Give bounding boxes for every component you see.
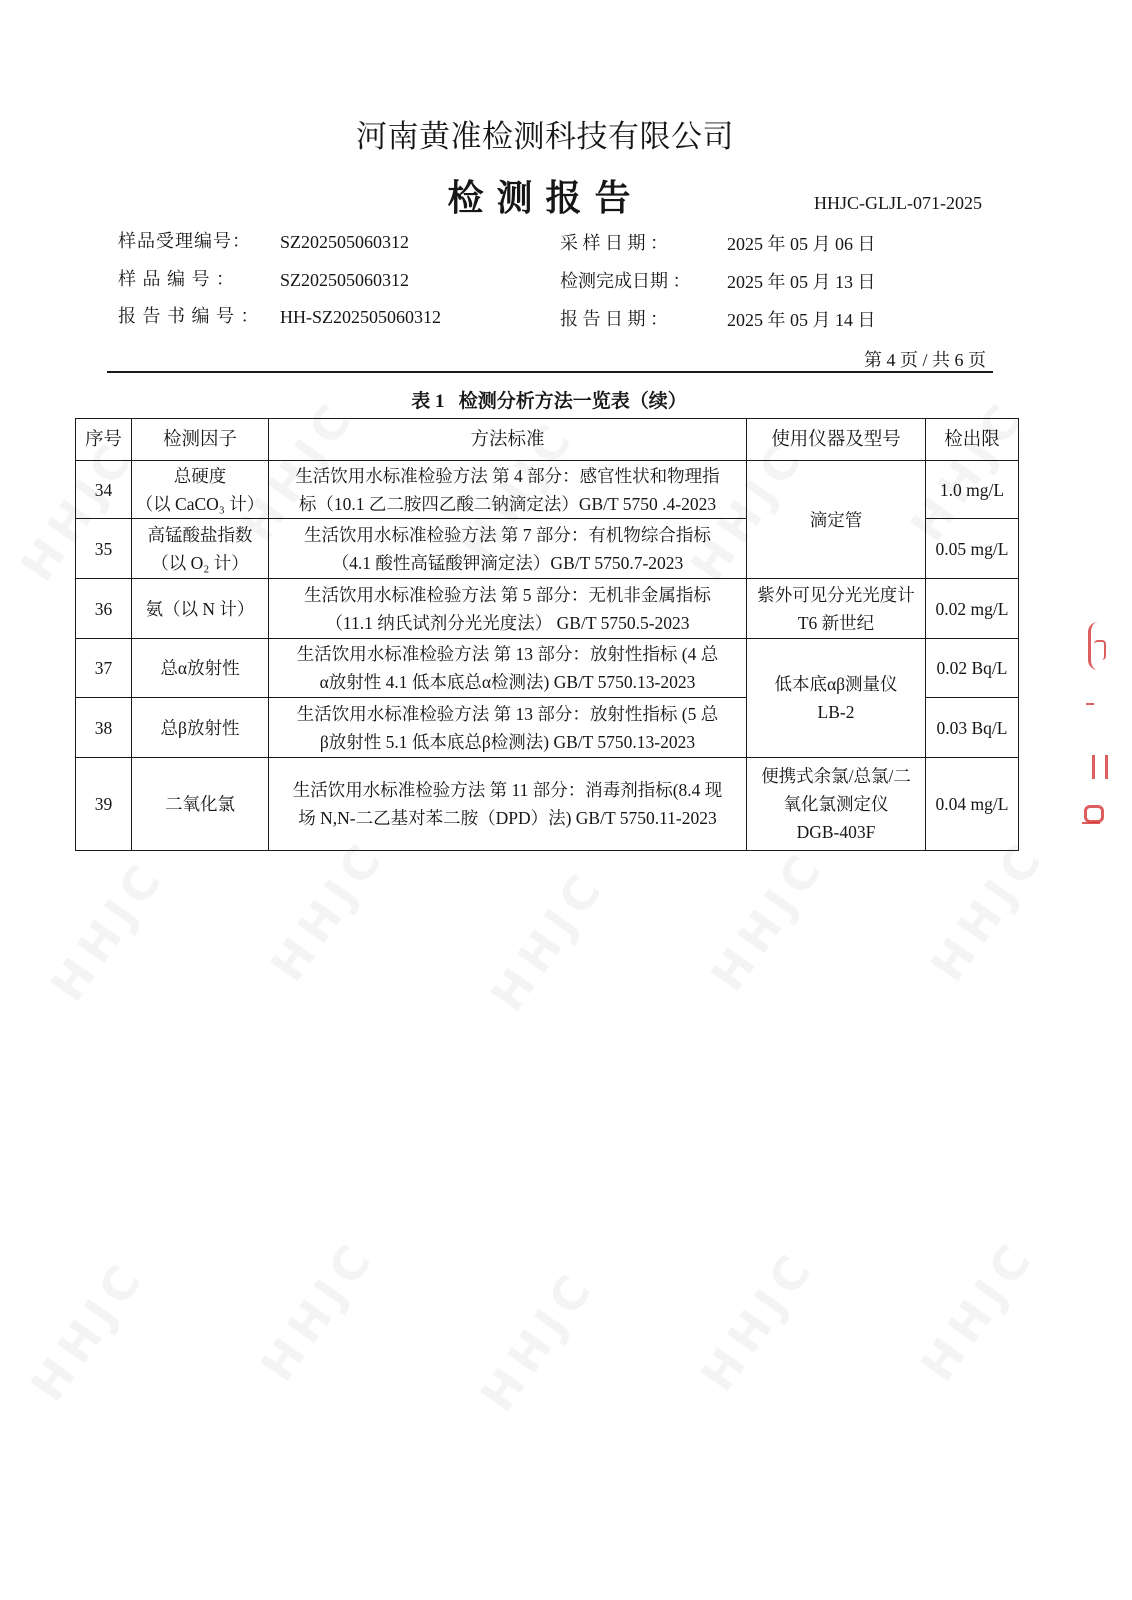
company-name: 河南黄准检测科技有限公司 (356, 119, 734, 154)
row-instrument (747, 758, 926, 851)
method-line: （4.1 酸性高锰酸钾滴定法）GB/T 5750.7-2023 (331, 552, 684, 573)
row-factor (132, 758, 269, 851)
sample-no-label: 样 品 编 号 ： (118, 269, 235, 289)
row-limit: 0.03 Bq/L (926, 698, 1019, 758)
row-factor (132, 519, 269, 579)
method-line: 标（10.1 乙二胺四乙酸二钠滴定法）GB/T 5750 .4-2023 (298, 493, 717, 514)
factor-line: 总β放射性 (160, 717, 240, 738)
factor-line: 高锰酸盐指数 (147, 524, 253, 545)
test-complete-date-label: 检测完成日期 ： (560, 271, 691, 291)
row-index: 34 (76, 461, 132, 519)
table-row (76, 579, 1019, 639)
watermark (250, 1229, 386, 1391)
report-date-label: 报 告 日 期 ： (560, 309, 668, 329)
report-date-value: 2025 年 05 月 14 日 (727, 310, 876, 330)
row-index: 37 (76, 639, 132, 698)
row-method (269, 519, 747, 579)
report-no-value: HH-SZ202505060312 (280, 307, 441, 327)
method-line: 生活饮用水标准检验方法 第 5 部分：无机非金属指标 (304, 584, 711, 605)
table-row (76, 639, 1019, 698)
methods-table (75, 418, 1019, 851)
table-row (76, 758, 1019, 851)
col-header-instrument: 使用仪器及型号 (747, 419, 926, 461)
instrument-line: LB-2 (817, 702, 855, 722)
watermark (690, 1239, 826, 1401)
row-limit: 0.04 mg/L (926, 758, 1019, 851)
instrument-line: 低本底αβ测量仪 (774, 674, 898, 694)
instrument-line: 氧化氯测定仪 (783, 794, 889, 814)
method-line: 生活饮用水标准检验方法 第 13 部分：放射性指标 (5 总 (296, 703, 719, 724)
row-index: 38 (76, 698, 132, 758)
row-instrument (747, 639, 926, 758)
page-indicator: 第 4 页 / 共 6 页 (863, 350, 986, 370)
watermark (260, 829, 396, 991)
report-no-label: 报 告 书 编 号 ： (118, 306, 260, 326)
instrument-line: 便携式余氯/总氯/二 (761, 766, 911, 786)
header-divider (107, 371, 993, 373)
factor-line: （以 CaCO₃ 计） (135, 493, 265, 514)
row-instrument (747, 579, 926, 639)
method-line: 生活饮用水标准检验方法 第 11 部分：消毒剂指标(8.4 现 (292, 780, 723, 800)
method-line: 生活饮用水标准检验方法 第 7 部分：有机物综合指标 (304, 524, 711, 545)
method-line: 生活饮用水标准检验方法 第 4 部分：感官性状和物理指 (295, 465, 720, 486)
watermark (20, 1249, 156, 1411)
watermark (480, 859, 616, 1021)
col-header-index: 序号 (76, 419, 132, 461)
row-factor (132, 461, 269, 519)
row-method (269, 639, 747, 698)
row-factor (132, 639, 269, 698)
row-method (269, 758, 747, 851)
factor-line: （以 O₂ 计） (151, 552, 249, 573)
sample-accept-no-label: 样品受理编号： (118, 231, 251, 251)
row-factor (132, 698, 269, 758)
table-row (76, 461, 1019, 519)
watermark (470, 1259, 606, 1421)
sample-no-value: SZ202505060312 (280, 270, 410, 290)
sampling-date-label: 采 样 日 期 ： (560, 233, 668, 253)
factor-line: 氨（以 N 计） (145, 598, 255, 619)
factor-line: 二氧化氯 (165, 794, 235, 814)
watermark (920, 829, 1056, 991)
row-index: 35 (76, 519, 132, 579)
watermark (700, 839, 836, 1001)
table-caption: 表 1 检测分析方法一览表（续） (411, 391, 687, 412)
col-header-factor: 检测因子 (132, 419, 269, 461)
row-limit: 0.02 mg/L (926, 579, 1019, 639)
instrument-line: DGB-403F (796, 822, 876, 842)
row-factor (132, 579, 269, 639)
document-code: HHJC-GLJL-071-2025 (814, 193, 982, 213)
method-line: β放射性 5.1 低本底总β检测法) GB/T 5750.13-2023 (319, 731, 696, 752)
row-limit: 1.0 mg/L (926, 461, 1019, 519)
table-header-row (76, 419, 1019, 461)
row-index: 39 (76, 758, 132, 851)
row-method (269, 579, 747, 639)
method-line: 场 N,N-二乙基对苯二胺（DPD）法) GB/T 5750.11-2023 (298, 808, 717, 828)
row-instrument (747, 461, 926, 579)
factor-line: 总α放射性 (160, 658, 240, 678)
row-method (269, 461, 747, 519)
row-method (269, 698, 747, 758)
test-complete-date-value: 2025 年 05 月 13 日 (727, 272, 876, 292)
instrument-line: T6 新世纪 (797, 612, 875, 633)
watermark (40, 849, 176, 1011)
factor-line: 总硬度 (173, 465, 227, 486)
col-header-method: 方法标准 (269, 419, 747, 461)
instrument-line: 滴定管 (809, 509, 863, 530)
row-limit: 0.05 mg/L (926, 519, 1019, 579)
sampling-date-value: 2025 年 05 月 06 日 (727, 234, 876, 254)
method-line: （11.1 纳氏试剂分光光度法） GB/T 5750.5-2023 (325, 612, 690, 633)
method-line: α放射性 4.1 低本底总α检测法) GB/T 5750.13-2023 (319, 672, 696, 692)
instrument-line: 紫外可见分光光度计 (757, 584, 915, 605)
sample-accept-no-value: SZ202505060312 (280, 232, 410, 252)
row-limit: 0.02 Bq/L (926, 639, 1019, 698)
watermark (910, 1229, 1046, 1391)
row-index: 36 (76, 579, 132, 639)
report-title: 检 测 报 告 (447, 178, 633, 218)
col-header-limit: 检出限 (926, 419, 1019, 461)
method-line: 生活饮用水标准检验方法 第 13 部分：放射性指标 (4 总 (296, 644, 719, 664)
